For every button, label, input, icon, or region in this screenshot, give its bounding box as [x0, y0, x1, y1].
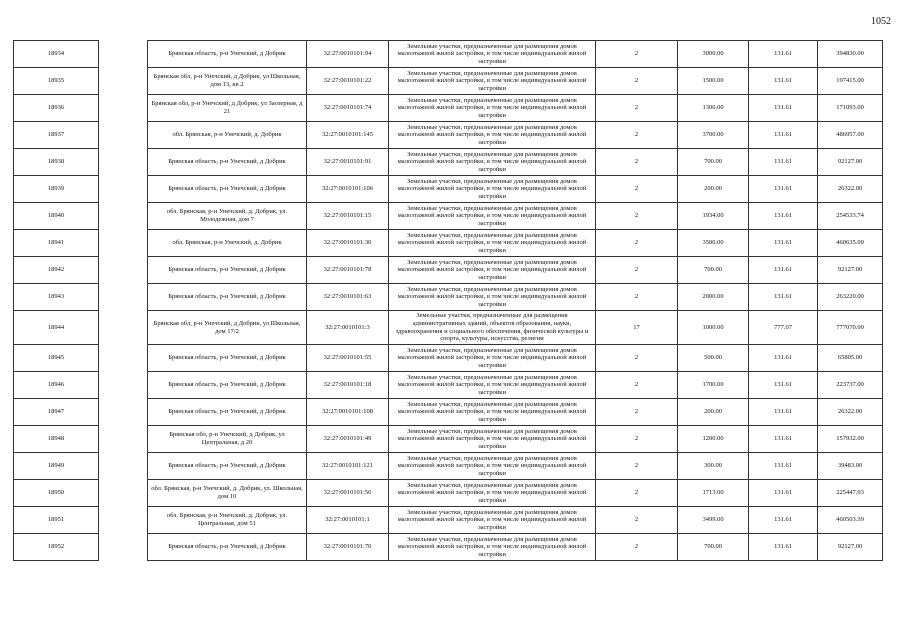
cell-gap: [99, 284, 148, 311]
cell-specific-value: 131.61: [749, 534, 818, 561]
cell-gap: [99, 95, 148, 122]
cell-address: Брянская обл, р-н Унечский, д Добрик, ул Центральная, д 20: [148, 426, 307, 453]
cell-use-group: 2: [596, 203, 678, 230]
cell-address: Брянская область, р-н Унечский, д Добрик: [148, 372, 307, 399]
table-row: [14, 230, 883, 257]
cell-address: Брянская область, р-н Унечский, д Добрик: [148, 534, 307, 561]
cell-record-number: 18938: [14, 149, 99, 176]
table-row: [14, 149, 883, 176]
cell-area: 1300.00: [678, 95, 749, 122]
cell-area: 1934.00: [678, 203, 749, 230]
cell-land-use-purpose: Земельные участки, предназначенные для размещения домов малоэтажной жилой застройки, в том числе индивидуальной жилой застройки: [389, 480, 596, 507]
cell-specific-value: 131.61: [749, 203, 818, 230]
cell-use-group: 2: [596, 41, 678, 68]
cell-gap: [99, 480, 148, 507]
table-row: [14, 311, 883, 345]
cell-gap: [99, 507, 148, 534]
cell-area: 200.00: [678, 399, 749, 426]
cell-cadastral-value: 92127.00: [818, 149, 883, 176]
cell-record-number: 18940: [14, 203, 99, 230]
cell-address: Брянская область, р-н Унечский, д Добрик: [148, 284, 307, 311]
cell-record-number: 18945: [14, 345, 99, 372]
cell-land-use-purpose: Земельные участки, предназначенные для размещения домов малоэтажной жилой застройки, в том числе индивидуальной жилой застройки: [389, 257, 596, 284]
cell-cadastral-number: 32:27:0010101:74: [307, 95, 389, 122]
table-row: [14, 480, 883, 507]
cell-gap: [99, 534, 148, 561]
cell-cadastral-value: 777070.00: [818, 311, 883, 345]
cell-area: 500.00: [678, 345, 749, 372]
cell-cadastral-number: 32:27:0010101:94: [307, 41, 389, 68]
cell-gap: [99, 41, 148, 68]
cell-gap: [99, 68, 148, 95]
cell-specific-value: 131.61: [749, 176, 818, 203]
cell-address: Брянская обл, р-н Унечский, д Добрик, ул Школьная, дом 17/2: [148, 311, 307, 345]
table-row: [14, 534, 883, 561]
cell-cadastral-value: 171093.00: [818, 95, 883, 122]
cell-land-use-purpose: Земельные участки, предназначенные для размещения домов малоэтажной жилой застройки, в том числе индивидуальной жилой застройки: [389, 345, 596, 372]
cell-area: 700.00: [678, 257, 749, 284]
cell-use-group: 2: [596, 257, 678, 284]
cell-use-group: 2: [596, 399, 678, 426]
cell-specific-value: 131.61: [749, 95, 818, 122]
cell-address: Брянская область, р-н Унечский, д Добрик: [148, 399, 307, 426]
cell-area: 1713.00: [678, 480, 749, 507]
cell-record-number: 18946: [14, 372, 99, 399]
cell-specific-value: 131.61: [749, 257, 818, 284]
cell-record-number: 18951: [14, 507, 99, 534]
cell-land-use-purpose: Земельные участки, предназначенные для размещения домов малоэтажной жилой застройки, в том числе индивидуальной жилой застройки: [389, 534, 596, 561]
cell-specific-value: 777.07: [749, 311, 818, 345]
table-row: [14, 507, 883, 534]
cell-address: Брянская область, р-н Унечский, д Добрик: [148, 345, 307, 372]
cell-address: Брянская область, р-н Унечский, д Добрик: [148, 41, 307, 68]
table-row: [14, 176, 883, 203]
cell-address: обл. Брянская, р-н Унечский, д. Добрик, ул. Школьная, дом 10: [148, 480, 307, 507]
cell-cadastral-number: 32:27:0010101:3: [307, 311, 389, 345]
table-row: [14, 122, 883, 149]
cell-specific-value: 131.61: [749, 399, 818, 426]
table-row: [14, 41, 883, 68]
table-row: [14, 257, 883, 284]
cell-use-group: 2: [596, 345, 678, 372]
cell-address: обл. Брянская, р-н Унечский, д. Добрик: [148, 122, 307, 149]
cell-cadastral-number: 32:27:0010101:49: [307, 426, 389, 453]
cell-gap: [99, 399, 148, 426]
cell-record-number: 18936: [14, 95, 99, 122]
cell-specific-value: 131.61: [749, 372, 818, 399]
cell-address: обл. Брянская, р-н Унечский, д. Добрик, ул. Молодежная, дом 7: [148, 203, 307, 230]
cell-use-group: 2: [596, 507, 678, 534]
cell-specific-value: 131.61: [749, 41, 818, 68]
cell-gap: [99, 203, 148, 230]
cell-land-use-purpose: Земельные участки, предназначенные для размещения административных зданий, объектов образования, науки, здравоохранения и социального обеспечения, физической культуры и спорта, культуры, искусства, религии: [389, 311, 596, 345]
cell-use-group: 2: [596, 426, 678, 453]
cell-record-number: 18941: [14, 230, 99, 257]
cell-cadastral-value: 460635.00: [818, 230, 883, 257]
cell-use-group: 2: [596, 68, 678, 95]
cell-cadastral-number: 32:27:0010101:91: [307, 149, 389, 176]
cell-specific-value: 131.61: [749, 453, 818, 480]
cell-land-use-purpose: Земельные участки, предназначенные для размещения домов малоэтажной жилой застройки, в том числе индивидуальной жилой застройки: [389, 203, 596, 230]
cell-cadastral-number: 32:27:0010101:121: [307, 453, 389, 480]
cell-cadastral-value: 157932.00: [818, 426, 883, 453]
cadastral-value-table: [13, 40, 883, 561]
cell-land-use-purpose: Земельные участки, предназначенные для размещения домов малоэтажной жилой застройки, в том числе индивидуальной жилой застройки: [389, 507, 596, 534]
cell-land-use-purpose: Земельные участки, предназначенные для размещения домов малоэтажной жилой застройки, в том числе индивидуальной жилой застройки: [389, 453, 596, 480]
cell-use-group: 17: [596, 311, 678, 345]
cell-address: Брянская область, р-н Унечский, д Добрик: [148, 453, 307, 480]
cell-area: 700.00: [678, 534, 749, 561]
cell-use-group: 2: [596, 122, 678, 149]
cell-specific-value: 131.61: [749, 284, 818, 311]
cell-land-use-purpose: Земельные участки, предназначенные для размещения домов малоэтажной жилой застройки, в том числе индивидуальной жилой застройки: [389, 176, 596, 203]
cell-land-use-purpose: Земельные участки, предназначенные для размещения домов малоэтажной жилой застройки, в том числе индивидуальной жилой застройки: [389, 41, 596, 68]
table-row: [14, 426, 883, 453]
cell-address: Брянская область, р-н Унечский, д Добрик: [148, 257, 307, 284]
cell-record-number: 18949: [14, 453, 99, 480]
cell-area: 700.00: [678, 149, 749, 176]
cell-cadastral-number: 32:27:0010101:22: [307, 68, 389, 95]
cell-area: 3700.00: [678, 122, 749, 149]
cell-specific-value: 131.61: [749, 68, 818, 95]
cell-cadastral-number: 32:27:0010101:70: [307, 534, 389, 561]
cell-cadastral-number: 32:27:0010101:18: [307, 372, 389, 399]
cell-area: 1000.00: [678, 311, 749, 345]
page-number: 1052: [871, 16, 891, 27]
cell-use-group: 2: [596, 149, 678, 176]
cell-cadastral-value: 263220.00: [818, 284, 883, 311]
cell-land-use-purpose: Земельные участки, предназначенные для размещения домов малоэтажной жилой застройки, в том числе индивидуальной жилой застройки: [389, 372, 596, 399]
cell-cadastral-number: 32:27:0010101:55: [307, 345, 389, 372]
cell-specific-value: 131.61: [749, 230, 818, 257]
cell-record-number: 18942: [14, 257, 99, 284]
cell-cadastral-number: 32:27:0010101:1: [307, 507, 389, 534]
cell-address: Брянская область, р-н Унечский, д Добрик: [148, 149, 307, 176]
cell-gap: [99, 372, 148, 399]
cell-cadastral-number: 32:27:0010101:78: [307, 257, 389, 284]
cell-address: обл. Брянская, р-н Унечский, д. Добрик: [148, 230, 307, 257]
cell-use-group: 2: [596, 230, 678, 257]
cell-cadastral-value: 254533.74: [818, 203, 883, 230]
cell-cadastral-number: 32:27:0010101:15: [307, 203, 389, 230]
cell-cadastral-value: 26322.00: [818, 176, 883, 203]
cell-cadastral-value: 197415.00: [818, 68, 883, 95]
cell-gap: [99, 345, 148, 372]
cell-cadastral-value: 39483.00: [818, 453, 883, 480]
cell-use-group: 2: [596, 372, 678, 399]
cell-record-number: 18934: [14, 41, 99, 68]
cell-gap: [99, 176, 148, 203]
cell-cadastral-value: 223737.00: [818, 372, 883, 399]
cell-gap: [99, 122, 148, 149]
cell-cadastral-number: 32:27:0010101:108: [307, 399, 389, 426]
cell-cadastral-number: 32:27:0010101:106: [307, 176, 389, 203]
cell-specific-value: 131.61: [749, 426, 818, 453]
cell-cadastral-number: 32:27:0010101:56: [307, 480, 389, 507]
table-row: [14, 399, 883, 426]
cell-record-number: 18952: [14, 534, 99, 561]
cell-use-group: 2: [596, 176, 678, 203]
cell-land-use-purpose: Земельные участки, предназначенные для размещения домов малоэтажной жилой застройки, в том числе индивидуальной жилой застройки: [389, 284, 596, 311]
cell-land-use-purpose: Земельные участки, предназначенные для размещения домов малоэтажной жилой застройки, в том числе индивидуальной жилой застройки: [389, 122, 596, 149]
cell-gap: [99, 257, 148, 284]
cell-use-group: 2: [596, 480, 678, 507]
cell-cadastral-value: 92127.00: [818, 257, 883, 284]
cell-area: 2000.00: [678, 284, 749, 311]
cell-address: Брянская область, р-н Унечский, д Добрик: [148, 176, 307, 203]
table-row: [14, 95, 883, 122]
cell-gap: [99, 149, 148, 176]
table-row: [14, 345, 883, 372]
cell-land-use-purpose: Земельные участки, предназначенные для размещения домов малоэтажной жилой застройки, в том числе индивидуальной жилой застройки: [389, 95, 596, 122]
cell-record-number: 18944: [14, 311, 99, 345]
cell-gap: [99, 311, 148, 345]
cell-cadastral-value: 486957.00: [818, 122, 883, 149]
cell-area: 3500.00: [678, 230, 749, 257]
cell-land-use-purpose: Земельные участки, предназначенные для размещения домов малоэтажной жилой застройки, в том числе индивидуальной жилой застройки: [389, 149, 596, 176]
table-row: [14, 203, 883, 230]
cell-area: 3000.00: [678, 41, 749, 68]
cell-cadastral-value: 65805.00: [818, 345, 883, 372]
table-row: [14, 284, 883, 311]
cell-specific-value: 131.61: [749, 507, 818, 534]
cell-record-number: 18937: [14, 122, 99, 149]
cell-address: Брянская обл, р-н Унечский, д Добрик, ул Школьная, дом 13, кв 2: [148, 68, 307, 95]
cell-cadastral-number: 32:27:0010101:145: [307, 122, 389, 149]
table-row: [14, 68, 883, 95]
cell-land-use-purpose: Земельные участки, предназначенные для размещения домов малоэтажной жилой застройки, в том числе индивидуальной жилой застройки: [389, 230, 596, 257]
cell-cadastral-value: 394830.00: [818, 41, 883, 68]
cell-specific-value: 131.61: [749, 149, 818, 176]
cell-area: 200.00: [678, 176, 749, 203]
cell-area: 1200.00: [678, 426, 749, 453]
cell-land-use-purpose: Земельные участки, предназначенные для размещения домов малоэтажной жилой застройки, в том числе индивидуальной жилой застройки: [389, 426, 596, 453]
cell-use-group: 2: [596, 95, 678, 122]
cell-gap: [99, 426, 148, 453]
cell-record-number: 18950: [14, 480, 99, 507]
cell-cadastral-value: 92127.00: [818, 534, 883, 561]
cell-specific-value: 131.61: [749, 122, 818, 149]
cell-use-group: 2: [596, 453, 678, 480]
cell-record-number: 18939: [14, 176, 99, 203]
cell-record-number: 18947: [14, 399, 99, 426]
cell-cadastral-value: 460503.39: [818, 507, 883, 534]
cell-cadastral-number: 32:27:0010101:63: [307, 284, 389, 311]
cell-record-number: 18948: [14, 426, 99, 453]
cell-gap: [99, 230, 148, 257]
cell-cadastral-value: 26322.00: [818, 399, 883, 426]
cell-area: 300.00: [678, 453, 749, 480]
cell-specific-value: 131.61: [749, 345, 818, 372]
cell-land-use-purpose: Земельные участки, предназначенные для размещения домов малоэтажной жилой застройки, в том числе индивидуальной жилой застройки: [389, 68, 596, 95]
cell-cadastral-value: 225447.93: [818, 480, 883, 507]
table-row: [14, 453, 883, 480]
cell-gap: [99, 453, 148, 480]
cell-area: 1700.00: [678, 372, 749, 399]
cell-address: обл. Брянская, р-н Унечский, д. Добрик, ул. Центральная, дом 51: [148, 507, 307, 534]
cell-area: 1500.00: [678, 68, 749, 95]
cell-area: 3499.00: [678, 507, 749, 534]
cell-land-use-purpose: Земельные участки, предназначенные для размещения домов малоэтажной жилой застройки, в том числе индивидуальной жилой застройки: [389, 399, 596, 426]
cell-address: Брянская обл, р-н Унечский, д Добрик, ул Заозерная, д 21: [148, 95, 307, 122]
cell-record-number: 18943: [14, 284, 99, 311]
cell-cadastral-number: 32:27:0010101:30: [307, 230, 389, 257]
cell-use-group: 2: [596, 534, 678, 561]
cell-use-group: 2: [596, 284, 678, 311]
table-row: [14, 372, 883, 399]
cell-record-number: 18935: [14, 68, 99, 95]
table-body: [14, 41, 883, 561]
cell-specific-value: 131.61: [749, 480, 818, 507]
